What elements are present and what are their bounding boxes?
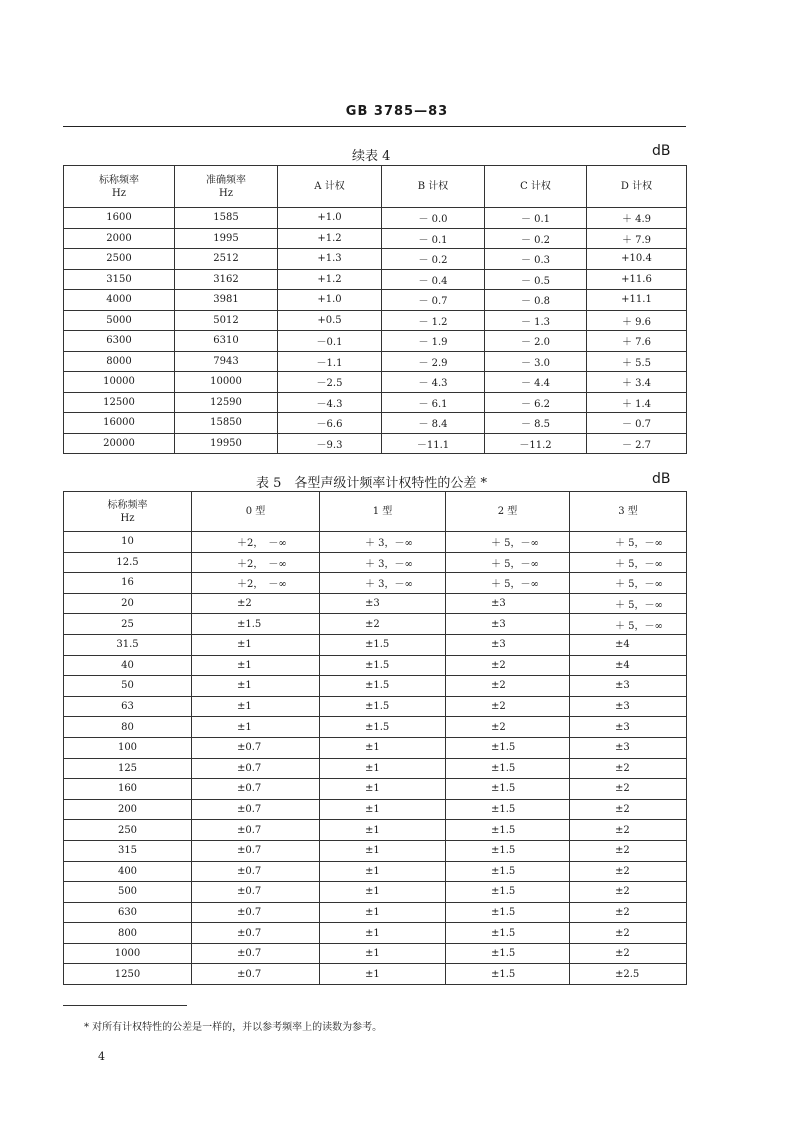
table-cell: － 0.5 [485,269,587,290]
table-cell: ±3 [570,717,687,738]
table-row [64,964,687,985]
table-cell: ±2 [570,820,687,841]
table-cell: ±2 [446,676,570,697]
header-rule [63,126,686,127]
table-cell: ＋ 4.9 [587,208,687,229]
table-cell: － 0.2 [485,228,587,249]
table-cell: 160 [64,779,192,800]
table-row [64,676,687,697]
table-cell: － 0.4 [382,269,485,290]
table-row [64,208,687,229]
table-cell: 6310 [175,331,278,352]
table-cell: －4.3 [278,392,382,413]
table-cell: － 8.4 [382,413,485,434]
table-cell: ＋ 3，－∞ [320,573,446,594]
table-cell: 2512 [175,249,278,270]
table-cell: － 0.1 [485,208,587,229]
table-cell: 1995 [175,228,278,249]
table-cell: ±0.7 [192,779,320,800]
table-cell: ＋ 5，－∞ [446,573,570,594]
table-cell: 125 [64,758,192,779]
table-row [64,861,687,882]
footnote: * 对所有计权特性的公差是一样的，并以参考频率上的读数为参考。 [84,1022,383,1033]
table-row [64,696,687,717]
table-cell: ±2 [570,861,687,882]
table4-header-label: 准确频率 [206,174,246,186]
table-row [64,310,687,331]
table-cell: +10.4 [587,249,687,270]
table-cell: ±2 [192,593,320,614]
table-cell: － 0.2 [382,249,485,270]
table-cell: － 1.9 [382,331,485,352]
table-cell: ±1 [320,737,446,758]
table-row [64,634,687,655]
table-cell: ±2 [446,655,570,676]
table5-header-4 [570,492,687,532]
table-cell: ＋ 7.9 [587,228,687,249]
table-cell: ±1 [320,902,446,923]
table-cell: ±0.7 [192,923,320,944]
table-cell: 12500 [64,392,175,413]
table-cell: 8000 [64,351,175,372]
table-cell: ＋ 3，－∞ [320,552,446,573]
table-row [64,331,687,352]
table-cell: 10 [64,532,192,553]
table-cell: ±4 [570,655,687,676]
table-cell: ±1 [320,882,446,903]
table5-header-label: 2 型 [497,506,518,517]
table5-header-label: 3 型 [618,506,638,517]
table-cell: +1.2 [278,269,382,290]
table-cell: 1250 [64,964,192,985]
table-cell: +1.0 [278,290,382,311]
table-row [64,882,687,903]
table4-header-label: A 计权 [314,181,345,192]
table-row [64,840,687,861]
table-cell: －6.6 [278,413,382,434]
table-cell: ±1 [320,799,446,820]
table-cell: ±1.5 [320,634,446,655]
table-cell: ±3 [570,737,687,758]
table-cell: － 4.3 [382,372,485,393]
table-cell: ±1 [320,943,446,964]
table-row [64,614,687,635]
table-cell: ±1.5 [320,676,446,697]
table-cell: － 0.7 [587,413,687,434]
table-cell: ±2 [320,614,446,635]
table-cell: － 4.4 [485,372,587,393]
table-cell: ±1.5 [446,799,570,820]
table-cell: ＋ 9.6 [587,310,687,331]
table-cell: ±2 [570,882,687,903]
table-cell: － 0.8 [485,290,587,311]
table-row [64,392,687,413]
table-cell: ＋ 5.5 [587,351,687,372]
table-cell: ＋ 5，－∞ [446,532,570,553]
table-cell: 200 [64,799,192,820]
table-row [64,799,687,820]
table-row [64,758,687,779]
table-cell: ±1.5 [446,840,570,861]
table-cell: ±1 [320,779,446,800]
table-cell: ±0.7 [192,861,320,882]
table-cell: －0.1 [278,331,382,352]
table-row [64,552,687,573]
table-cell: ±1.5 [192,614,320,635]
table5-header-1 [192,492,320,532]
table-cell: 16 [64,573,192,594]
table-cell: ±1.5 [320,696,446,717]
table-cell: ±1 [320,820,446,841]
table-cell: ±1.5 [446,758,570,779]
table-cell: ±2 [570,799,687,820]
table-cell: － 1.2 [382,310,485,331]
table5-header-label: 0 型 [245,506,266,517]
table4-header-0 [64,166,175,208]
table5-header-unit: Hz [120,512,135,524]
table-row [64,573,687,594]
table-cell: 12590 [175,392,278,413]
table-cell: ＋ 5，－∞ [570,573,687,594]
table-cell: ±1 [320,840,446,861]
table-cell: ＋2， －∞ [192,573,320,594]
table-cell: － 0.1 [382,228,485,249]
table-cell: ±1.5 [446,820,570,841]
table-cell: － 0.0 [382,208,485,229]
table-cell: 5000 [64,310,175,331]
footnote-rule [63,1005,187,1006]
page-number: 4 [98,1050,105,1063]
table-cell: ±2 [570,943,687,964]
table-cell: 800 [64,923,192,944]
table5-header-0 [64,492,192,532]
table-cell: － 6.2 [485,392,587,413]
table-cell: 3162 [175,269,278,290]
table-cell: ±1.5 [446,882,570,903]
table-cell: 3150 [64,269,175,290]
table-cell: ±0.7 [192,737,320,758]
table-cell: 63 [64,696,192,717]
table-cell: 6300 [64,331,175,352]
table-cell: ＋ 3.4 [587,372,687,393]
table-cell: 12.5 [64,552,192,573]
table-row [64,655,687,676]
table-cell: ＋ 7.6 [587,331,687,352]
table-row [64,228,687,249]
table-cell: ±1.5 [446,902,570,923]
table-row [64,351,687,372]
table-cell: 1585 [175,208,278,229]
table-cell: ±2 [446,717,570,738]
table-cell: ±3 [446,614,570,635]
table5-header-label: 1 型 [372,506,393,517]
table4-header-3 [382,166,485,208]
table4-header-label: B 计权 [417,181,449,192]
table-row [64,372,687,393]
table-cell: － 8.5 [485,413,587,434]
table-cell: 10000 [64,372,175,393]
table-cell: ±0.7 [192,943,320,964]
table-row [64,717,687,738]
table-cell: － 6.1 [382,392,485,413]
table4-header-1 [175,166,278,208]
table-cell: +11.1 [587,290,687,311]
table-cell: ±0.7 [192,964,320,985]
table-cell: ＋ 5，－∞ [446,552,570,573]
table-row [64,269,687,290]
table-cell: 20 [64,593,192,614]
table-row [64,779,687,800]
table-cell: ±1.5 [446,923,570,944]
table-cell: ±2 [570,923,687,944]
table4-header-5 [587,166,687,208]
table-cell: ＋ 1.4 [587,392,687,413]
table-cell: ±0.7 [192,902,320,923]
table-cell: +1.3 [278,249,382,270]
table-cell: 1600 [64,208,175,229]
table-cell: +1.0 [278,208,382,229]
table5-header-3 [446,492,570,532]
table-cell: 500 [64,882,192,903]
table-cell: 5012 [175,310,278,331]
table-cell: － 3.0 [485,351,587,372]
table-cell: ±1 [320,758,446,779]
table4-header-label: C 计权 [520,181,551,192]
table-cell: 100 [64,737,192,758]
table-cell: ±2 [570,902,687,923]
table-cell: 50 [64,676,192,697]
table5-header-2 [320,492,446,532]
table-cell: ±3 [570,676,687,697]
table-cell: 400 [64,861,192,882]
table-cell: ±0.7 [192,758,320,779]
table-cell: ±2 [570,840,687,861]
table-cell: ±3 [570,696,687,717]
table-row [64,532,687,553]
table-cell: 15850 [175,413,278,434]
table-cell: ±3 [446,593,570,614]
table-cell: － 2.9 [382,351,485,372]
table-row [64,943,687,964]
table-cell: ±1.5 [446,737,570,758]
table-cell: 2000 [64,228,175,249]
table-cell: 40 [64,655,192,676]
table-cell: 1000 [64,943,192,964]
table-cell: 10000 [175,372,278,393]
table4-header-unit: Hz [112,187,126,199]
table-row [64,433,687,454]
table4 [63,165,687,454]
table-cell: ±1.5 [320,655,446,676]
table-cell: ＋ 5，－∞ [570,532,687,553]
table-cell: －1.1 [278,351,382,372]
table-cell: 19950 [175,433,278,454]
table-cell: ±1.5 [446,964,570,985]
table-cell: －11.2 [485,433,587,454]
table-cell: ±1 [320,923,446,944]
table-cell: 630 [64,902,192,923]
table-cell: 315 [64,840,192,861]
table5-caption: 表 5 各型声级计频率计权特性的公差 * [256,476,488,491]
table-cell: ＋ 5，－∞ [570,593,687,614]
table-cell: ±1 [192,717,320,738]
table-cell: ±2 [570,758,687,779]
table-cell: ±0.7 [192,820,320,841]
table-cell: ±2.5 [570,964,687,985]
table-cell: 7943 [175,351,278,372]
table-cell: － 2.0 [485,331,587,352]
table-cell: ＋2， －∞ [192,532,320,553]
table4-header-unit: Hz [219,187,233,199]
table-cell: ±1 [192,634,320,655]
table-cell: ＋ 5，－∞ [570,614,687,635]
table-cell: +0.5 [278,310,382,331]
table-cell: －2.5 [278,372,382,393]
table-cell: 2500 [64,249,175,270]
table-cell: ±1.5 [446,861,570,882]
table-row [64,593,687,614]
table5 [63,491,687,985]
table-cell: ±3 [320,593,446,614]
table-cell: 16000 [64,413,175,434]
table-cell: ±2 [570,779,687,800]
table-cell: 4000 [64,290,175,311]
table-cell: 250 [64,820,192,841]
table-cell: 25 [64,614,192,635]
table4-header-4 [485,166,587,208]
table-cell: 3981 [175,290,278,311]
table-cell: －11.1 [382,433,485,454]
table-cell: ±0.7 [192,882,320,903]
table-cell: ＋ 3，－∞ [320,532,446,553]
table-cell: － 0.3 [485,249,587,270]
table-cell: － 0.7 [382,290,485,311]
table-cell: 20000 [64,433,175,454]
table-row [64,249,687,270]
table4-unit: dB [652,143,671,159]
table-cell: ±1.5 [446,943,570,964]
table-cell: ±1.5 [446,779,570,800]
table4-caption: 续表 4 [352,149,391,164]
table-cell: ±0.7 [192,840,320,861]
table-cell: ±1 [192,696,320,717]
table4-header-label: D 计权 [620,181,653,192]
table-cell: ＋2， －∞ [192,552,320,573]
table-cell: ±1 [192,655,320,676]
table-row [64,737,687,758]
table-cell: 31.5 [64,634,192,655]
table4-header-label: 标称频率 [99,174,139,186]
table-cell: +1.2 [278,228,382,249]
table-cell: ±0.7 [192,799,320,820]
table-cell: － 2.7 [587,433,687,454]
table-cell: ±2 [446,696,570,717]
table-cell: ±3 [446,634,570,655]
table5-header-label: 标称频率 [107,499,148,511]
table-cell: 80 [64,717,192,738]
table4-header-2 [278,166,382,208]
table-cell: －9.3 [278,433,382,454]
table-row [64,923,687,944]
table-row [64,290,687,311]
table-cell: ＋ 5，－∞ [570,552,687,573]
table5-unit: dB [652,471,671,487]
table-cell: ±1 [320,964,446,985]
table-cell: ±1 [192,676,320,697]
table-cell: ±4 [570,634,687,655]
table-row [64,902,687,923]
table-cell: ±1.5 [320,717,446,738]
doc-header: GB 3785—83 [345,104,449,119]
table-row [64,413,687,434]
table-row [64,820,687,841]
table-cell: ±1 [320,861,446,882]
table-cell: － 1.3 [485,310,587,331]
table-cell: +11.6 [587,269,687,290]
